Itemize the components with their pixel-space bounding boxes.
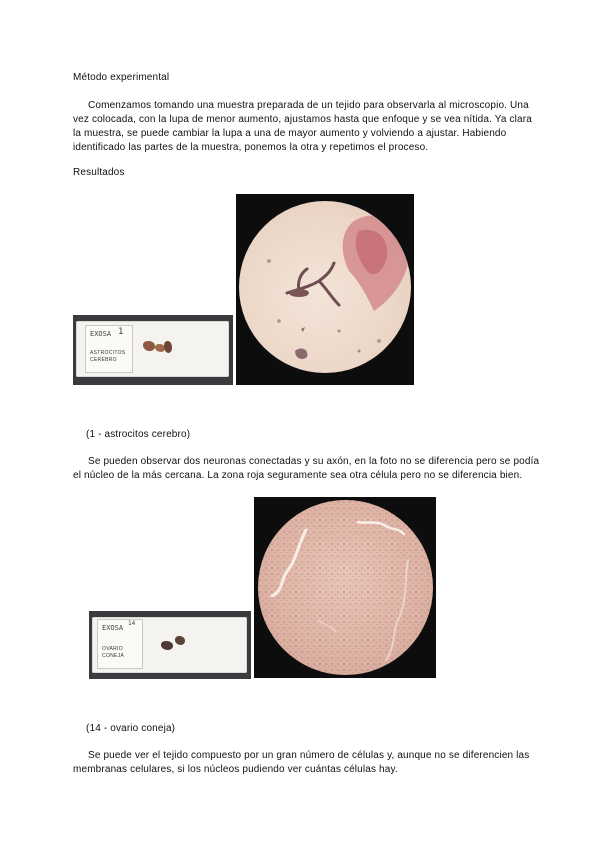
- figure1-cells-drawing: [239, 201, 411, 373]
- figure1-tissue-sample: [143, 341, 155, 351]
- figure1-slide-label-hand: CEREBRO: [90, 357, 117, 363]
- method-line: vez colocada, con la lupa de menor aumento, ajustamos hasta que enfoque y se vea nítida. Ya clara: [73, 114, 532, 125]
- figure2-slide-label-hand: CONEJA: [102, 653, 125, 659]
- figure2-microscope-field: [258, 500, 433, 675]
- figure1-line: Se pueden observar dos neuronas conectadas y su axón, en la foto no se diferencia pero se podía: [88, 456, 540, 467]
- figure1-caption: (1 - astrocitos cerebro): [86, 429, 191, 440]
- figure1-paragraph: [73, 455, 540, 483]
- method-line: la muestra, se puede cambiar la lupa a una de mayor aumento y volviendo a ajustar. Habiendo: [73, 128, 507, 139]
- figure1-slide-label-number: 1: [118, 327, 124, 337]
- figure2-microscope-image: [254, 497, 436, 678]
- figure1-line: el núcleo de la más cercana. La zona roja seguramente sea otra célula pero no se diferencia bien.: [73, 470, 523, 481]
- figure2-slide-label-brand: EXOSA: [102, 624, 124, 632]
- figure2-slide-photo: [89, 611, 251, 679]
- figure2-tissue-sample: [161, 641, 173, 650]
- figure1-microscope-field: [239, 201, 411, 373]
- figure1-tissue-sample: [164, 341, 172, 353]
- results-heading: Resultados: [73, 167, 125, 178]
- figure2-slide-label: [97, 619, 143, 669]
- figure2-line: Se puede ver el tejido compuesto por un gran número de células y, aunque no se diferencien las: [88, 750, 530, 761]
- method-line: Comenzamos tomando una muestra preparada de un tejido para observarla al microscopio. Una: [88, 100, 529, 111]
- figure1-slide-label-hand: ASTROCITOS: [90, 350, 126, 356]
- figure1-microscope-image: [236, 194, 414, 385]
- method-paragraph: [73, 99, 532, 155]
- figure1-slide-label-brand: EXOSA: [90, 330, 112, 338]
- figure2-slide-label-number: 14: [128, 620, 136, 627]
- figure2-slide-label-hand: OVARIO: [102, 646, 123, 652]
- figure1-slide-label: [85, 325, 133, 373]
- method-line: identificado las partes de la muestra, ponemos la otra y repetimos el proceso.: [73, 142, 429, 153]
- figure2-line: membranas celulares, si los núcleos pudiendo ver cuántas células hay.: [73, 764, 398, 775]
- figure2-tissue-drawing: [258, 500, 433, 675]
- figure2-paragraph: [73, 749, 528, 777]
- figure1-slide-photo: [73, 315, 233, 385]
- method-heading: Método experimental: [73, 72, 170, 83]
- figure2-caption: (14 - ovario coneja): [86, 723, 176, 734]
- figure2-tissue-sample: [175, 636, 185, 645]
